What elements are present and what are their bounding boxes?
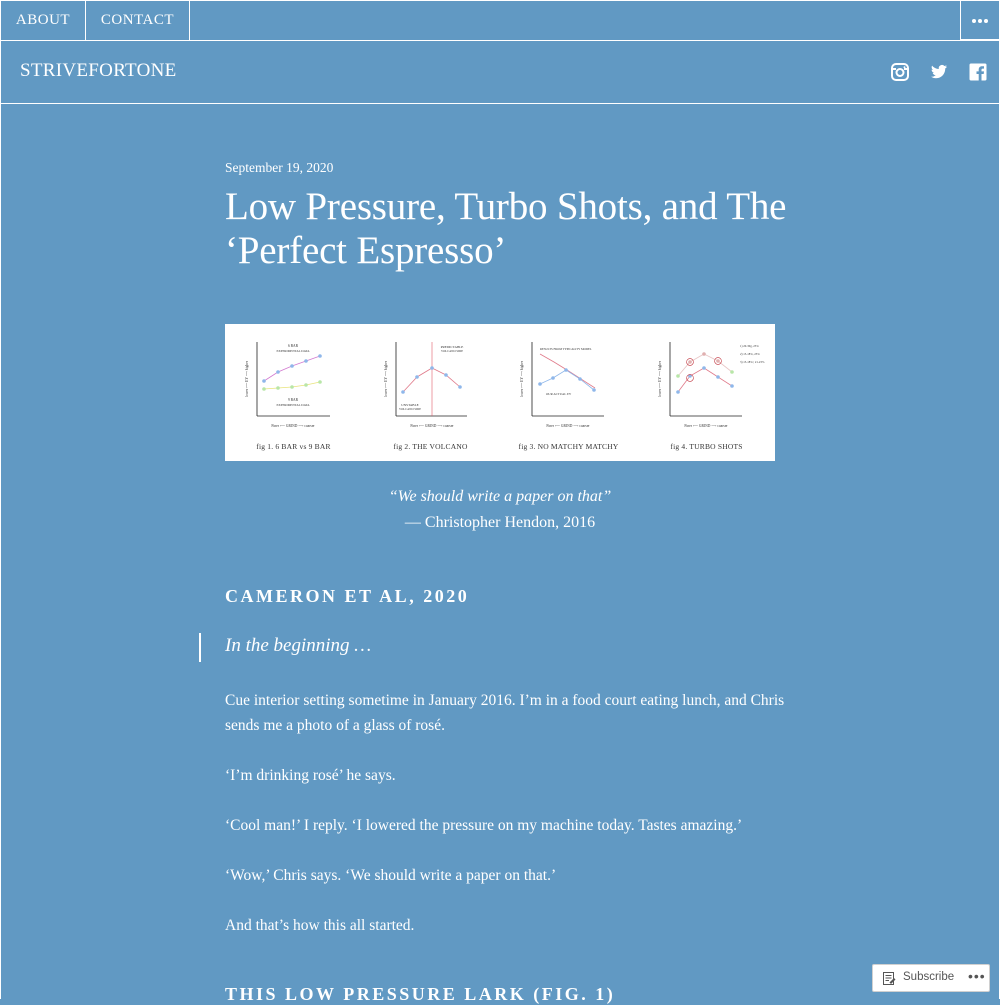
fig1-annotation-bottom: 9 BAR [287,398,299,402]
figure-4-plot [638,324,775,439]
ellipsis-icon [984,19,988,23]
fig4-x-axis-label: Finer ⟵ GRIND ⟶ coarser [684,424,728,428]
site-header [0,41,1000,104]
twitter-icon[interactable] [930,63,948,81]
fig3-x-axis-label: Finer ⟵ GRIND ⟶ coarser [546,424,590,428]
figure-1-plot [225,324,362,439]
figure-2-plot [362,324,499,439]
blockquote-bar [199,633,201,662]
fig1-annotation-top2: EXPERIMENTAL DATA [276,349,310,353]
fig3-y-axis-label: lower ⟵ EY ⟶ higher [520,361,524,397]
fig1-y-axis-label: lower ⟵ EY ⟶ higher [245,361,249,397]
fig4-legend-3: 3) 15-18% | 21-23% [740,360,765,364]
paragraph-1: Cue interior setting sometime in January 2016. I’m in a food court eating lunch, and Chris sends me a photo of a glass of rosé. [225,692,785,734]
fig4-legend-2: 2) 15-18%, 23% [740,352,760,356]
post-title [225,185,795,273]
paragraph-5: And that’s how this all started. [225,917,415,934]
epigraph-quote: “We should write a paper on that” [388,488,612,505]
fig2-x-axis-label: Finer ⟵ GRIND ⟶ coarser [410,424,454,428]
subscribe-more-icon[interactable]: ••• [968,968,986,984]
figure-2-caption: fig 2. THE VOLCANO [393,442,468,451]
ellipsis-icon [972,19,976,23]
subscribe-label: Subscribe [903,971,955,983]
fig2-annotation-bottom: UNSTABLE [401,403,419,407]
fig4-legend-1: 1) 20-30g, 25% [740,344,759,348]
post-title-line1: Low Pressure, Turbo Shots, and The [225,185,787,228]
fig3-annotation-bottom: OUR ACTUAL EY [546,392,572,396]
subscribe-button[interactable] [872,964,990,992]
paragraph-3: ‘Cool man!’ I reply. ‘I lowered the pressure on my machine today. Tastes amazing.’ [225,817,743,834]
figure-strip-image [225,324,775,461]
fig1-annotation-bottom2: EXPERIMENTAL DATA [276,403,310,407]
figure-2 [362,324,499,461]
nav-contact-link[interactable]: CONTACT [86,0,190,40]
instagram-icon[interactable] [891,63,909,81]
fig2-annotation-top: PREDICTABLE [440,345,464,349]
figure-3-plot [500,324,637,439]
figure-3-caption: fig 3. NO MATCHY MATCHY [518,442,619,451]
facebook-icon[interactable] [969,63,987,81]
paragraph-4: ‘Wow,’ Chris says. ‘We should write a paper on that.’ [225,867,557,884]
figure-1-caption: fig 1. 6 BAR vs 9 BAR [256,442,331,451]
post-title-line2: ‘Perfect Espresso’ [225,229,507,272]
section-heading-cameron: CAMERON ET AL, 2020 [225,586,470,606]
fig2-y-axis-label: lower ⟵ EY ⟶ higher [384,361,388,397]
reader-icon [883,972,896,985]
paragraph-2: ‘I’m drinking rosé’ he says. [225,767,396,784]
figure-1 [225,324,362,461]
site-title-link[interactable]: STRIVEFORTONE [20,60,177,81]
fig1-x-axis-label: Finer ⟵ GRIND ⟶ coarser [271,424,315,428]
ellipsis-icon [978,19,982,23]
figure-3 [500,324,637,461]
figure-4-caption: fig 4. TURBO SHOTS [670,442,743,451]
top-navigation [0,0,1000,41]
fig2-annotation-top2: VOLCANO SIDE [440,349,464,353]
more-menu-button[interactable] [960,1,999,40]
epigraph-attribution: — Christopher Hendon, 2016 [404,514,596,531]
figure-4 [638,324,775,461]
nav-about-link[interactable]: ABOUT [1,0,86,40]
fig3-annotation-top: RESULTS FROM TYPICALITY MODEL [540,347,592,351]
section-heading-low-pressure: THIS LOW PRESSURE LARK (FIG. 1) [225,984,616,1004]
fig2-annotation-bottom2: VOLCANO SIDE [398,407,422,411]
fig4-y-axis-label: lower ⟵ EY ⟶ higher [658,361,662,397]
post-date: September 19, 2020 [225,160,334,175]
blockquote-text: In the beginning … [225,635,372,656]
fig1-annotation-top: 6 BAR [287,344,299,348]
